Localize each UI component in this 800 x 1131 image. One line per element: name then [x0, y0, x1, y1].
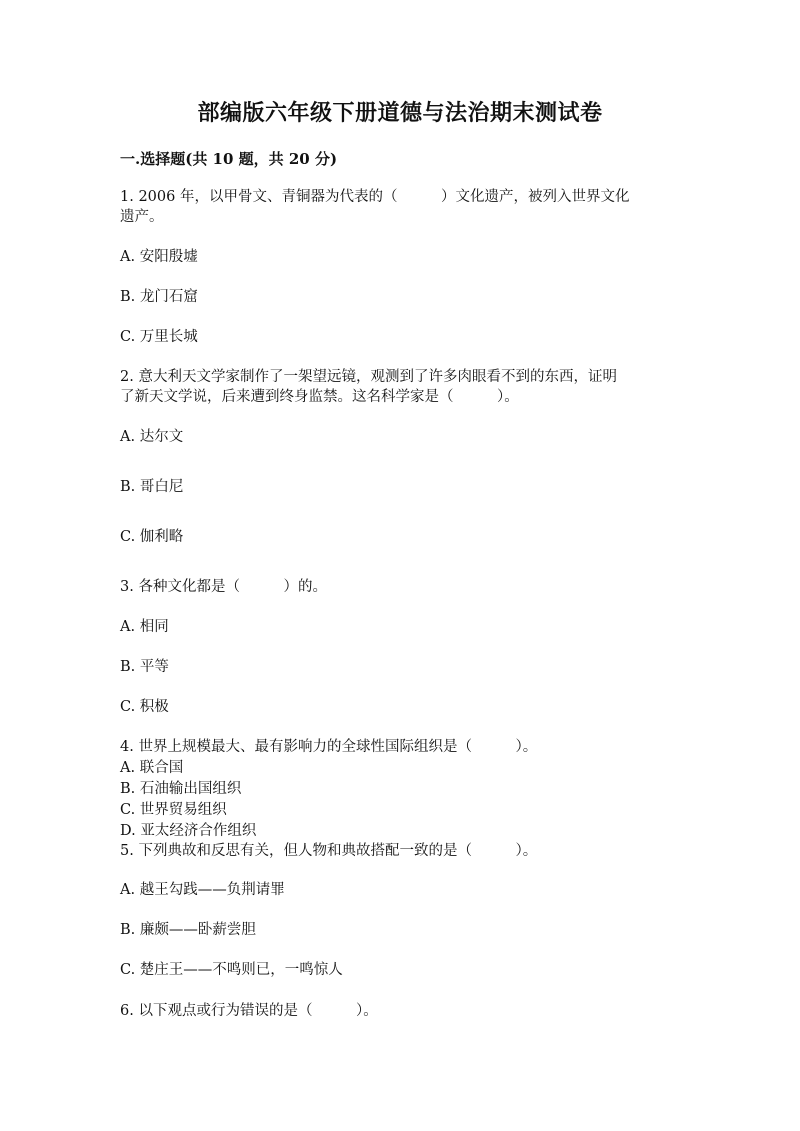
question-3-option-b[interactable]: B. 平等	[120, 659, 169, 675]
question-4-option-d[interactable]: D. 亚太经济合作组织	[120, 823, 257, 839]
question-4-option-c[interactable]: C. 世界贸易组织	[120, 802, 227, 818]
question-2-text-line-2: 了新天文学说，后来遭到终身监禁。这名科学家是（ ）。	[120, 389, 519, 405]
question-4-option-b[interactable]: B. 石油输出国组织	[120, 781, 242, 797]
question-2-option-c[interactable]: C. 伽利略	[120, 529, 184, 545]
question-1-text-line-1: 1. 2006 年，以甲骨文、青铜器为代表的（ ）文化遗产，被列入世界文化	[120, 189, 630, 205]
question-1-text-line-2: 遗产。	[120, 209, 164, 225]
question-5-text: 5. 下列典故和反思有关，但人物和典故搭配一致的是（ ）。	[120, 843, 538, 859]
question-3-text: 3. 各种文化都是（ ）的。	[120, 579, 327, 595]
question-2-option-b[interactable]: B. 哥白尼	[120, 479, 184, 495]
question-6-text: 6. 以下观点或行为错误的是（ ）。	[120, 1003, 378, 1019]
question-5-option-c[interactable]: C. 楚庄王——不鸣则已，一鸣惊人	[120, 962, 343, 978]
question-4-text: 4. 世界上规模最大、最有影响力的全球性国际组织是（ ）。	[120, 739, 538, 755]
section-heading: 一.选择题(共 10 题，共 20 分)	[120, 150, 338, 168]
question-3-option-c[interactable]: C. 积极	[120, 699, 169, 715]
question-2-option-a[interactable]: A. 达尔文	[120, 429, 184, 445]
question-2-text-line-1: 2. 意大利天文学家制作了一架望远镜，观测到了许多肉眼看不到的东西，证明	[120, 369, 617, 385]
page-title: 部编版六年级下册道德与法治期末测试卷	[197, 100, 603, 126]
question-3-option-a[interactable]: A. 相同	[120, 619, 169, 635]
question-1-option-a[interactable]: A. 安阳殷墟	[120, 249, 198, 265]
question-1-option-c[interactable]: C. 万里长城	[120, 329, 198, 345]
question-5-option-b[interactable]: B. 廉颇——卧薪尝胆	[120, 922, 256, 938]
question-4-option-a[interactable]: A. 联合国	[120, 760, 184, 776]
question-5-option-a[interactable]: A. 越王勾践——负荆请罪	[120, 882, 285, 898]
question-1-option-b[interactable]: B. 龙门石窟	[120, 289, 198, 305]
